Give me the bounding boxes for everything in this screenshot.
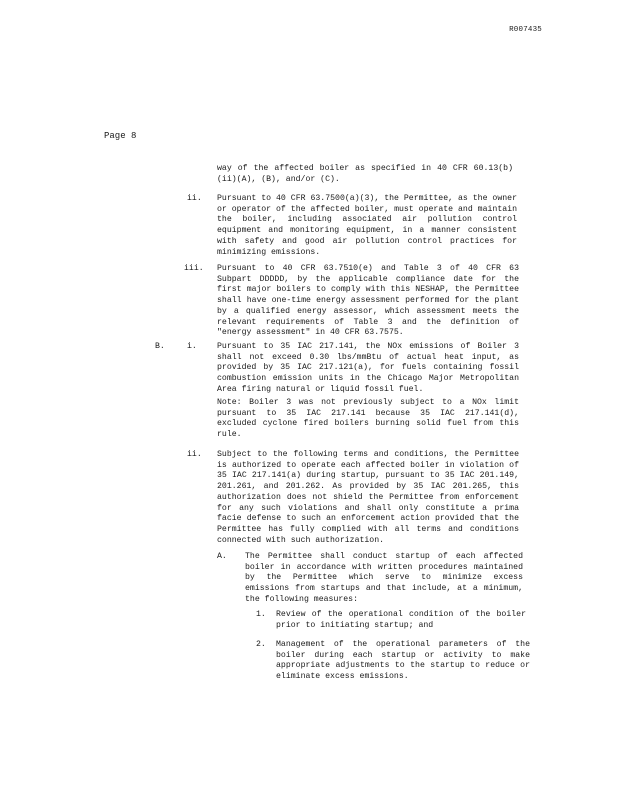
item-b-ii-paragraph: Subject to the following terms and conditions, the Permittee is authorized to operate each affected boiler in violation of 35 IAC 217.141(a) during startup, pursuant to 35 IAC 201.149, 201.261, and 201.262. As provided by 35 IAC 201.265, this authorization does not shield the Permittee from enforcement for any such violations and shall only constitute a prima facie defense to such an enforcement action provided that the Permittee has fully complied with all terms and conditions connected with such authorization. xyxy=(217,450,519,545)
sub-2-marker: 2. xyxy=(256,640,266,649)
note-paragraph: Note: Boiler 3 was not previously subject to a NOx limit pursuant to 35 IAC 217.141 because 35 IAC 217.141(d), excluded cyclone fired boilers burning solid fuel from this rule. xyxy=(217,398,519,440)
item-b-ii-marker: ii. xyxy=(187,450,202,459)
item-b-i-paragraph: Pursuant to 35 IAC 217.141, the NOx emissions of Boiler 3 shall not exceed 0.30 lbs/mmBtu of actual heat input, as provided by 35 IAC 217.121(a), for fuels containing fossil combustion emission units in the Chicago Major Metropolitan Area firing natural or liquid fossil fuel. xyxy=(217,342,519,394)
document-id: R007435 xyxy=(509,26,542,34)
page-number: Page 8 xyxy=(104,131,137,141)
item-iii-marker: iii. xyxy=(184,264,204,273)
section-b-marker: B. xyxy=(155,342,165,351)
item-ii-paragraph: Pursuant to 40 CFR 63.7500(a)(3), the Permittee, as the owner or operator of the affected boiler, must operate and maintain the boiler, including associated air pollution control equipment and monitoring equipment, in a manner consistent with safety and good air pollution control practices for minimizing emissions. xyxy=(217,194,517,257)
continuation-paragraph: way of the affected boiler as specified in 40 CFR 60.13(b)(ii)(A), (B), and/or (C). xyxy=(217,164,513,184)
sub-1-marker: 1. xyxy=(256,610,266,619)
item-iii-paragraph: Pursuant to 40 CFR 63.7510(e) and Table 3 of 40 CFR 63 Subpart DDDDD, by the applicable compliance date for the first major boilers to comply with this NESHAP, the Permittee shall have one-time energy assessment performed for the plant by a qualified energy assessor, which assessment meets the relevant requirements of Table 3 and the definition of "energy assessment" in 40 CFR 63.7575. xyxy=(217,264,519,338)
sub-2-paragraph: Management of the operational parameters of the boiler during each startup or activity to make appropriate adjustments to the startup to reduce or eliminate excess emissions. xyxy=(276,640,530,682)
sub-a-paragraph: The Permittee shall conduct startup of each affected boiler in accordance with written procedures maintained by the Permittee which serve to minimize excess emissions from startups and that include, at a minimum, the following measures: xyxy=(245,552,523,604)
sub-a-marker: A. xyxy=(217,552,227,561)
item-ii-marker: ii. xyxy=(187,194,202,203)
sub-1-paragraph: Review of the operational condition of the boiler prior to initiating startup; and xyxy=(276,610,526,630)
item-b-i-marker: i. xyxy=(187,342,197,351)
